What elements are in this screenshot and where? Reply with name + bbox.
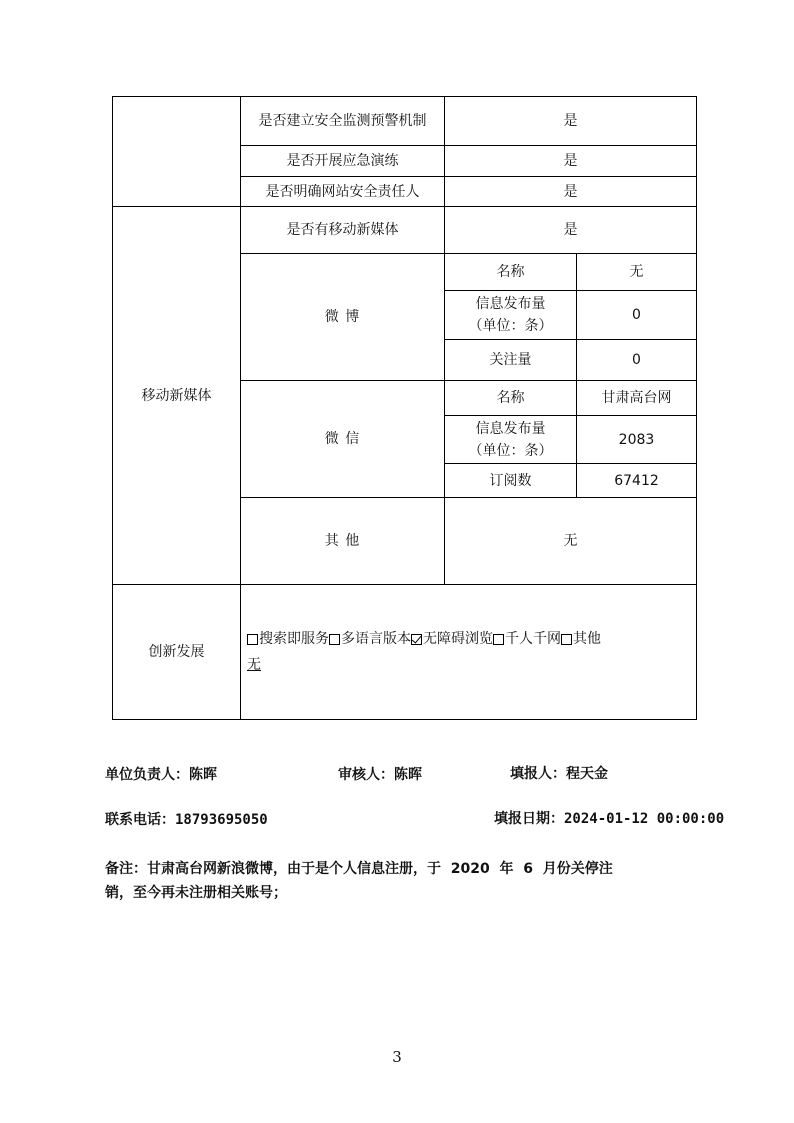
reviewer: 审核人：陈晖 — [338, 767, 422, 783]
option-accessible-browsing[interactable] — [411, 628, 493, 650]
note-line-1: 备注：甘肃高台网新浪微博，由于是个人信息注册，于 2020 年 6 月份关停注 — [105, 861, 613, 877]
report-table — [112, 96, 697, 720]
table-row — [113, 207, 697, 254]
weibo-posts-label-line2: （单位：条） — [468, 318, 553, 334]
wechat-posts-label-line2: （单位：条） — [468, 442, 553, 459]
option-label: 无障碍浏览 — [423, 631, 493, 648]
checkbox-icon[interactable] — [493, 634, 504, 645]
wechat-posts-label — [445, 416, 577, 464]
checked-checkbox-icon[interactable] — [411, 634, 422, 645]
phone-line — [105, 809, 268, 829]
responsible-label: 是否明确网站安全责任人 — [241, 177, 445, 207]
date-line — [494, 808, 724, 828]
option-label: 搜索即服务 — [259, 631, 329, 648]
checkbox-icon[interactable] — [561, 634, 572, 645]
has-mobile-value: 是 — [445, 207, 697, 254]
table-row — [113, 97, 697, 146]
note-line-2: 销，至今再未注册相关账号； — [105, 885, 287, 901]
weibo-name-label: 名称 — [445, 254, 577, 291]
table-row — [113, 585, 697, 720]
innovation-other-text: 无 — [247, 656, 261, 673]
option-other[interactable] — [561, 628, 601, 650]
phone-label: 联系电话： — [105, 812, 175, 828]
blank-section-cell — [113, 97, 241, 207]
monitoring-label: 是否建立安全监测预警机制 — [241, 97, 445, 146]
phone-number: 18793695050 — [175, 812, 268, 828]
wechat-name-label: 名称 — [445, 381, 577, 416]
wechat-label: 微 信 — [241, 381, 445, 498]
unit-head: 单位负责人：陈晖 — [105, 767, 217, 783]
checkbox-icon[interactable] — [247, 634, 258, 645]
checkbox-icon[interactable] — [329, 634, 340, 645]
wechat-subs-value: 67412 — [577, 464, 697, 498]
weibo-followers-value: 0 — [577, 340, 697, 381]
weibo-label: 微 博 — [241, 254, 445, 381]
innovation-options-cell — [241, 585, 697, 720]
option-label: 多语言版本 — [341, 631, 411, 648]
innovation-options — [247, 628, 690, 652]
option-label: 其他 — [573, 631, 601, 648]
other-label: 其 他 — [241, 498, 445, 585]
weibo-posts-label — [445, 291, 577, 340]
wechat-subs-label: 订阅数 — [445, 464, 577, 498]
weibo-posts-label-line1: 信息发布量 — [475, 296, 546, 312]
monitoring-value: 是 — [445, 97, 697, 146]
page-number: 3 — [392, 1048, 402, 1066]
other-value: 无 — [445, 498, 697, 585]
weibo-followers-label: 关注量 — [445, 340, 577, 381]
wechat-posts-label-line1: 信息发布量 — [475, 420, 546, 437]
wechat-posts-value: 2083 — [577, 416, 697, 464]
option-personalized[interactable] — [493, 628, 561, 650]
responsible-value: 是 — [445, 177, 697, 207]
date-label: 填报日期： — [494, 811, 564, 827]
option-multilingual[interactable] — [329, 628, 411, 650]
innovation-section-label: 创新发展 — [113, 585, 241, 720]
option-label: 千人千网 — [505, 631, 561, 648]
filler: 填报人：程天金 — [510, 766, 608, 782]
option-search-service[interactable] — [247, 628, 329, 650]
has-mobile-label: 是否有移动新媒体 — [241, 207, 445, 254]
weibo-name-value: 无 — [577, 254, 697, 291]
wechat-name-value: 甘肃高台网 — [577, 381, 697, 416]
drill-value: 是 — [445, 146, 697, 177]
weibo-posts-value: 0 — [577, 291, 697, 340]
drill-label: 是否开展应急演练 — [241, 146, 445, 177]
mobile-section-label: 移动新媒体 — [113, 207, 241, 585]
date-value: 2024-01-12 00:00:00 — [564, 811, 725, 827]
